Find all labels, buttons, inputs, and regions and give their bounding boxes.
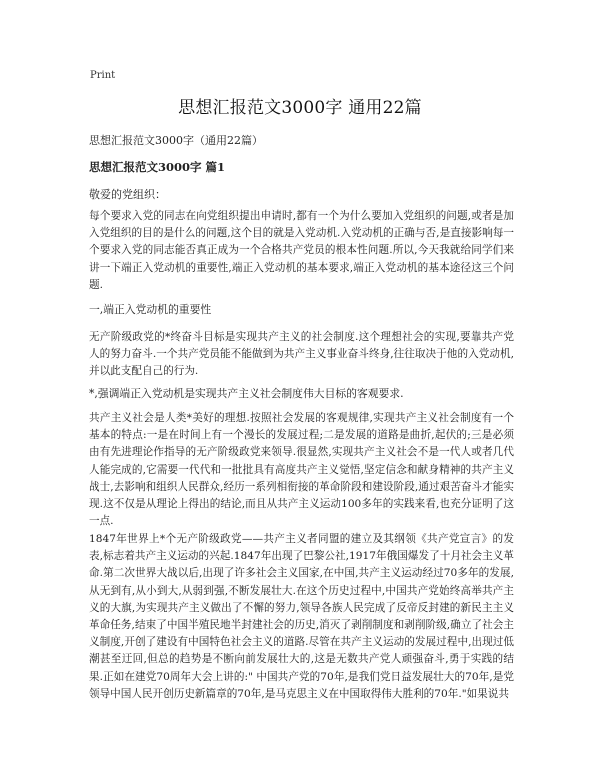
greeting-line: 敬爱的党组织：: [89, 188, 166, 201]
document-subtitle: 思想汇报范文3000字（通用22篇）: [89, 134, 263, 147]
paragraph: 无产阶级政党的*终奋斗目标是实现共产主义的社会制度.这个理想社会的实现,要靠共产党人的努力奋斗.一个共产党员能不能做到为共产主义事业奋斗终身,往往取决于他的入党动机,并以此支配自己的行为.: [89, 331, 514, 378]
subsection-heading: *,强调端正入党动机是实现共产主义社会制度伟大目标的客观要求.: [89, 387, 404, 400]
paragraph: 每个要求入党的同志在向党组织提出申请时,都有一个为什么要加入党组织的问题,或者是加入党组织的目的是什么的问题,这个目的就是入党动机.入党动机的正确与否,是直接影响每一个要求入党的同志能否真正成为一个合格共产党员的根本性问题.所以,今天我就给同学们来讲一下端正入党动机的重要性,端正入党动机的基本要求,端正入党动机的基本途径这三个问题.: [89, 210, 514, 291]
page-title: 思想汇报范文3000字 通用22篇: [178, 98, 422, 118]
print-label[interactable]: Print: [90, 70, 116, 81]
paragraph: 1847年世界上*个无产阶级政党——共产主义者同盟的建立及其纲领《共产党宣言》的发表,标志着共产主义运动的兴起.1847年出现了巴黎公社,1917年俄国爆发了十月社会主义革命.第二次世界大战以后,出现了许多社会主义国家,在中国,共产主义运动经过70多年的发展,从无到有,从小到大,从弱到强,不断发展壮大.在这个历史过程中,中国共产党始终高举共产主义的大旗,为实现共产主义做出了不懈的努力,领导各族人民完成了反帝反封建的新民主主义革命任务,结束了中国半殖民地半封建社会的历史,消灭了剥削制度和剥削阶级,确立了社会主义制度,开创了建设有中国特色社会主义的道路.尽管在共产主义运动的发展过程中,出现过低潮甚至迂回,但总的趋势是不断向前发展壮大的,这是无数共产党人顽强奋斗,勇于实践的结果.正如在建党70周年大会上讲的:" 中国共产党的70年,是我们党日益发展壮大的70年,是党领导中国人民开创历史新篇章的70年,是马克思主义在中国取得伟大胜利的70年."如果说共: [89, 533, 514, 700]
subsection-heading: 一,端正入党动机的重要性: [89, 303, 212, 316]
section-heading: 思想汇报范文3000字 篇1: [89, 160, 226, 174]
paragraph: 共产主义社会是人类*美好的理想.按照社会发展的客观规律,实现共产主义社会制度有一个基本的特点:一是在时间上有一个漫长的发展过程;二是发展的道路是曲折,起伏的;三是必须由有先进理论作指导的无产阶级政党来领导.很显然,实现共产主义社会不是一代人或者几代人能完成的,它需要一代代和一批批具有高度共产主义觉悟,坚定信念和献身精神的共产主义战士,去影响和组织人民群众,经历一系列相衔接的革命阶段和建设阶段,通过艰苦奋斗才能实现.这不仅是从理论上得出的结论,而且从共产主义运动100多年的实践来看,也充分证明了这一点.: [89, 412, 514, 528]
